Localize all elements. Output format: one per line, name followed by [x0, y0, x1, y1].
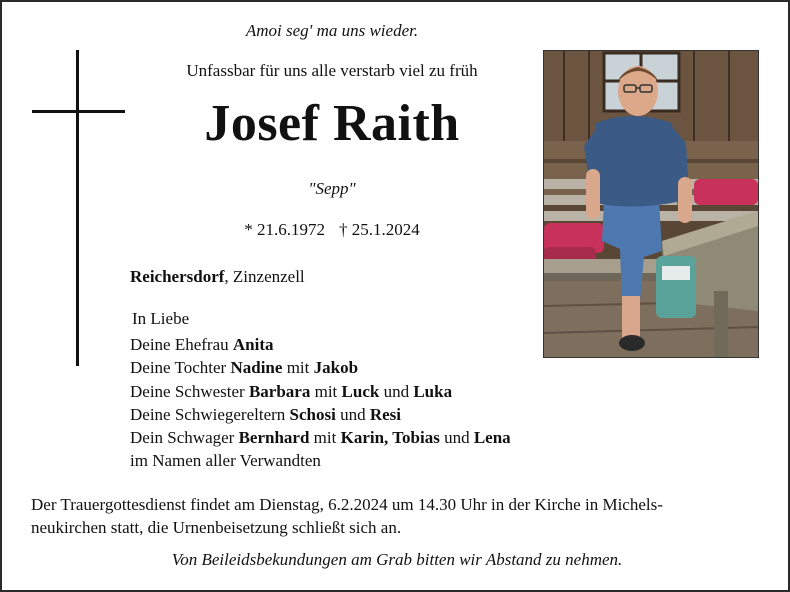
portrait-photo	[543, 50, 759, 358]
motto: Amoi seg' ma uns wieder.	[245, 21, 419, 40]
mourner-line: Deine Schwester Barbara mit Luck und Luka	[130, 381, 453, 401]
place-main: Reichersdorf	[130, 267, 225, 286]
mourner-line: Deine Tochter Nadine mit Jakob	[130, 358, 359, 378]
in-liebe: In Liebe	[132, 309, 190, 328]
mourner-line: Deine Ehefrau Anita	[130, 335, 274, 354]
death-date: † 25.1.2024	[339, 220, 420, 239]
closing-note: Von Beileidsbekundungen am Grab bitten wir Abstand zu nehmen.	[171, 550, 623, 569]
service-info	[31, 493, 771, 539]
nickname: "Sepp"	[308, 179, 356, 198]
mourner-line: Deine Schwiegereltern Schosi und Resi	[130, 404, 402, 424]
place-rest: , Zinzenzell	[224, 267, 305, 286]
birth-date: * 21.6.1972	[244, 220, 325, 239]
intro-text: Unfassbar für uns alle verstarb viel zu früh	[186, 61, 478, 80]
cross-icon-bar	[32, 110, 125, 113]
cross-icon	[76, 50, 79, 366]
mourners-list	[130, 333, 511, 473]
service-line-2: neukirchen statt, die Urnenbeisetzung schließt sich an.	[31, 518, 402, 537]
service-line-1: Der Trauergottesdienst findet am Dienstag, 6.2.2024 um 14.30 Uhr in der Kirche in Michels-	[31, 495, 663, 514]
place	[130, 267, 305, 287]
mourner-line: im Namen aller Verwandten	[130, 451, 321, 471]
mourner-line: Dein Schwager Bernhard mit Karin, Tobias und Lena	[130, 428, 511, 448]
deceased-name: Josef Raith	[204, 95, 460, 152]
